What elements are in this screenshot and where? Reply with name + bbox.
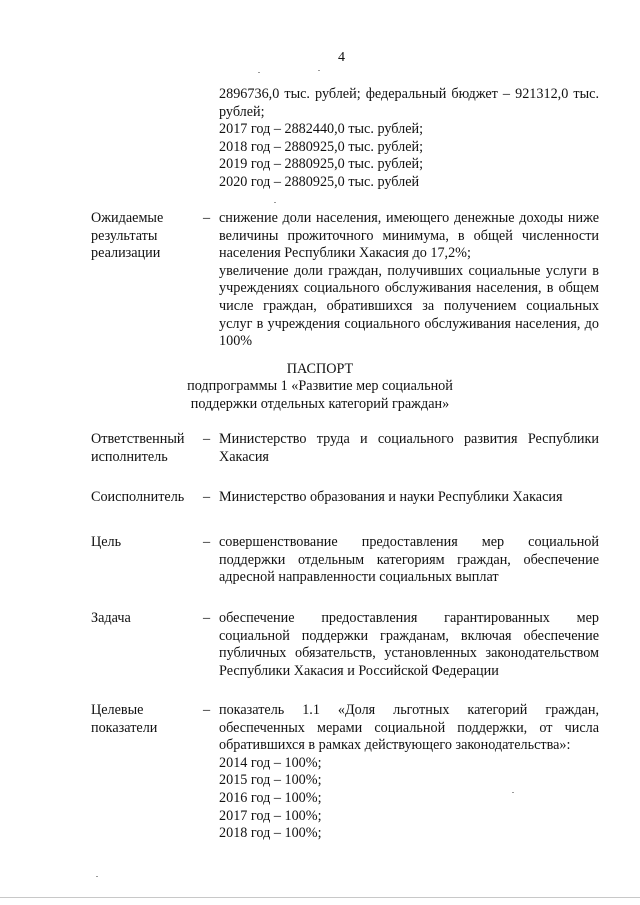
text-line: обратившихся в рамках действующего законодательства»: (219, 737, 571, 754)
text-line: снижение доли населения, имеющего денежные доходы ниже (219, 210, 599, 226)
label-line: Соисполнитель (91, 489, 185, 505)
text-line: 100% (219, 333, 253, 350)
text-line: адресной направленности социальных выплат (219, 569, 499, 586)
passport-heading: ПАСПОРТ (286, 361, 354, 377)
label-line: исполнитель (91, 448, 168, 465)
label-line: Задача (91, 610, 131, 626)
funding-tail-text (219, 86, 599, 192)
passport-subtitle: поддержки отдельных категорий граждан» (190, 396, 450, 412)
text-line: 2014 год – 100%; (219, 754, 322, 771)
text-line: величины прожиточного минимума, в общей численности (219, 227, 599, 244)
label-line: реализации (91, 245, 161, 262)
text-line: 2017 год – 100%; (219, 807, 322, 824)
scan-speck (274, 202, 276, 203)
task-text (219, 610, 599, 680)
passport-subtitle: подпрограммы 1 «Развитие мер социальной (187, 378, 453, 394)
responsible-text (219, 431, 599, 466)
text-line: Министерство труда и социального развития Республики (219, 431, 599, 447)
text-line: 2015 год – 100%; (219, 772, 322, 789)
page-number: 4 (338, 50, 345, 65)
coexecutor-text (219, 489, 599, 507)
text-line: числе граждан, обратившихся за получением социальных (219, 297, 599, 314)
funding-line: 2896736,0 тыс. рублей; федеральный бюджет – 921312,0 тыс. (219, 86, 599, 102)
text-line: услуг в учреждения социального обслуживания населения, до (219, 315, 599, 332)
scan-speck (258, 72, 260, 73)
label-line: Цель (91, 534, 122, 550)
expected-results-label (91, 210, 201, 263)
text-line: обеспеченных мерами социальной поддержки, от числа (219, 719, 599, 736)
label-line: Ожидаемые (91, 210, 164, 226)
text-line: Хакасия (219, 448, 269, 465)
label-line: результаты (91, 227, 158, 244)
task-label (91, 610, 201, 628)
text-line: учреждениях социального обслуживания населения, в общем (219, 280, 599, 297)
goal-text (219, 534, 599, 587)
text-line: совершенствование предоставления мер социальной (219, 534, 599, 550)
funding-line: 2018 год – 2880925,0 тыс. рублей; (219, 138, 424, 155)
text-line: Республики Хакасия и Российской Федерации (219, 662, 499, 679)
funding-line: 2019 год – 2880925,0 тыс. рублей; (219, 156, 424, 173)
text-line: социальной поддержки гражданам, включая обеспечение (219, 627, 599, 644)
funding-line: рублей; (219, 103, 265, 120)
text-line: показатель 1.1 «Доля льготных категорий граждан, (219, 702, 599, 718)
funding-line: 2020 год – 2880925,0 тыс. рублей (219, 173, 420, 190)
row-dash: – (203, 534, 211, 550)
text-line: обеспечение предоставления гарантированных мер (219, 610, 599, 626)
responsible-label (91, 431, 201, 466)
text-line: увеличение доли граждан, получивших социальные услуги в (219, 262, 599, 279)
row-dash: – (203, 431, 211, 447)
text-line: поддержки отдельным категориям граждан, обеспечение (219, 551, 599, 568)
scan-speck (512, 792, 514, 793)
scan-speck (96, 876, 98, 877)
expected-results-text (219, 210, 599, 351)
row-dash: – (203, 210, 211, 226)
scan-speck (318, 70, 320, 71)
text-line: Министерство образования и науки Республики Хакасия (219, 489, 563, 505)
label-line: показатели (91, 719, 158, 736)
scan-edge-line (0, 897, 640, 898)
label-line: Ответственный (91, 431, 185, 447)
row-dash: – (203, 702, 211, 718)
text-line: 2018 год – 100%; (219, 825, 322, 842)
text-line: публичных обязательств, установленных законодательством (219, 645, 599, 662)
funding-line: 2017 год – 2882440,0 тыс. рублей; (219, 121, 424, 138)
targets-text (219, 702, 599, 843)
text-line: населения Республики Хакасия до 17,2%; (219, 245, 471, 262)
text-line: 2016 год – 100%; (219, 789, 322, 806)
targets-label (91, 702, 201, 737)
coexecutor-label (91, 489, 201, 507)
goal-label (91, 534, 201, 552)
row-dash: – (203, 489, 211, 505)
row-dash: – (203, 610, 211, 626)
label-line: Целевые (91, 702, 144, 718)
